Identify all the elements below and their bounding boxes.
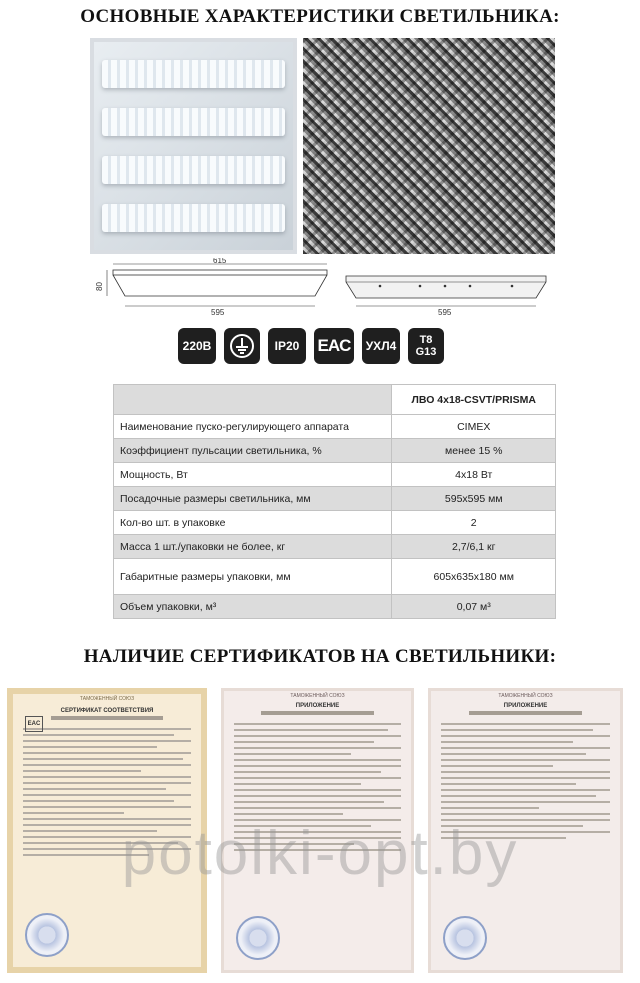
page-title: ОСНОВНЫЕ ХАРАКТЕРИСТИКИ СВЕТИЛЬНИКА: <box>80 6 560 27</box>
spec-value: 2 <box>392 511 556 535</box>
certificate-appendix-image <box>221 688 414 973</box>
spec-value: CIMEX <box>392 415 556 439</box>
union-label: ТАМОЖЕННЫЙ СОЮЗ <box>290 693 345 699</box>
spec-value: 605х635х180 мм <box>392 559 556 595</box>
spec-label: Мощность, Вт <box>114 463 392 487</box>
dim-outer-width: 615 <box>213 258 227 265</box>
seal-icon <box>236 916 280 960</box>
spec-value: 595х595 мм <box>392 487 556 511</box>
ip-rating-badge: IP20 <box>268 328 306 364</box>
model-header: ЛВО 4х18-CSVT/PRISMA <box>392 385 556 415</box>
spec-label: Объем упаковки, м³ <box>114 595 392 619</box>
appendix-title: ПРИЛОЖЕНИЕ <box>503 703 548 709</box>
union-label: ТАМОЖЕННЫЙ СОЮЗ <box>498 693 553 699</box>
spec-table <box>113 384 556 619</box>
spec-label: Кол-во шт. в упаковке <box>114 511 392 535</box>
side-drawing-right <box>340 258 555 318</box>
certificate-image <box>7 688 207 973</box>
prism-diffuser-photo <box>303 38 555 254</box>
certificates-title: НАЛИЧИЕ СЕРТИФИКАТОВ НА СВЕТИЛЬНИКИ: <box>83 646 557 667</box>
certificate-title: СЕРТИФИКАТ СООТВЕТСТВИЯ <box>60 708 154 714</box>
dim-inner-width-right: 595 <box>438 308 452 317</box>
spec-label: Коэффициент пульсации светильника, % <box>114 439 392 463</box>
watermark: potolki-opt.by <box>121 819 519 888</box>
appendix-title: ПРИЛОЖЕНИЕ <box>295 703 340 709</box>
seal-icon <box>443 916 487 960</box>
spec-label: Посадочные размеры светильника, мм <box>114 487 392 511</box>
ground-symbol-icon <box>224 328 260 364</box>
eac-badge: EAC <box>314 328 354 364</box>
spec-label: Габаритные размеры упаковки, мм <box>114 559 392 595</box>
spec-value: 0,07 м³ <box>392 595 556 619</box>
side-drawing-left <box>95 258 335 318</box>
socket-type: G13 <box>415 346 437 358</box>
union-label: ТАМОЖЕННЫЙ СОЮЗ <box>79 696 135 702</box>
spec-label: Масса 1 шт./упаковки не более, кг <box>114 535 392 559</box>
spec-value: 4х18 Вт <box>392 463 556 487</box>
lamp-socket-badge <box>408 328 444 364</box>
spec-label: Наименование пуско-регулирующего аппарата <box>114 415 392 439</box>
seal-icon <box>25 913 69 957</box>
lamp-type: T8 <box>419 334 433 346</box>
voltage-badge: 220В <box>178 328 216 364</box>
climate-class-badge: УХЛ4 <box>362 328 400 364</box>
certificate-appendix-image <box>428 688 623 973</box>
certification-badges <box>178 328 448 368</box>
dim-height: 80 <box>95 282 104 291</box>
luminaire-photo <box>90 38 297 254</box>
eac-mark: EAC <box>25 716 43 732</box>
spec-value: 2,7/6,1 кг <box>392 535 556 559</box>
spec-value: менее 15 % <box>392 439 556 463</box>
dim-inner-width-left: 595 <box>211 308 225 317</box>
